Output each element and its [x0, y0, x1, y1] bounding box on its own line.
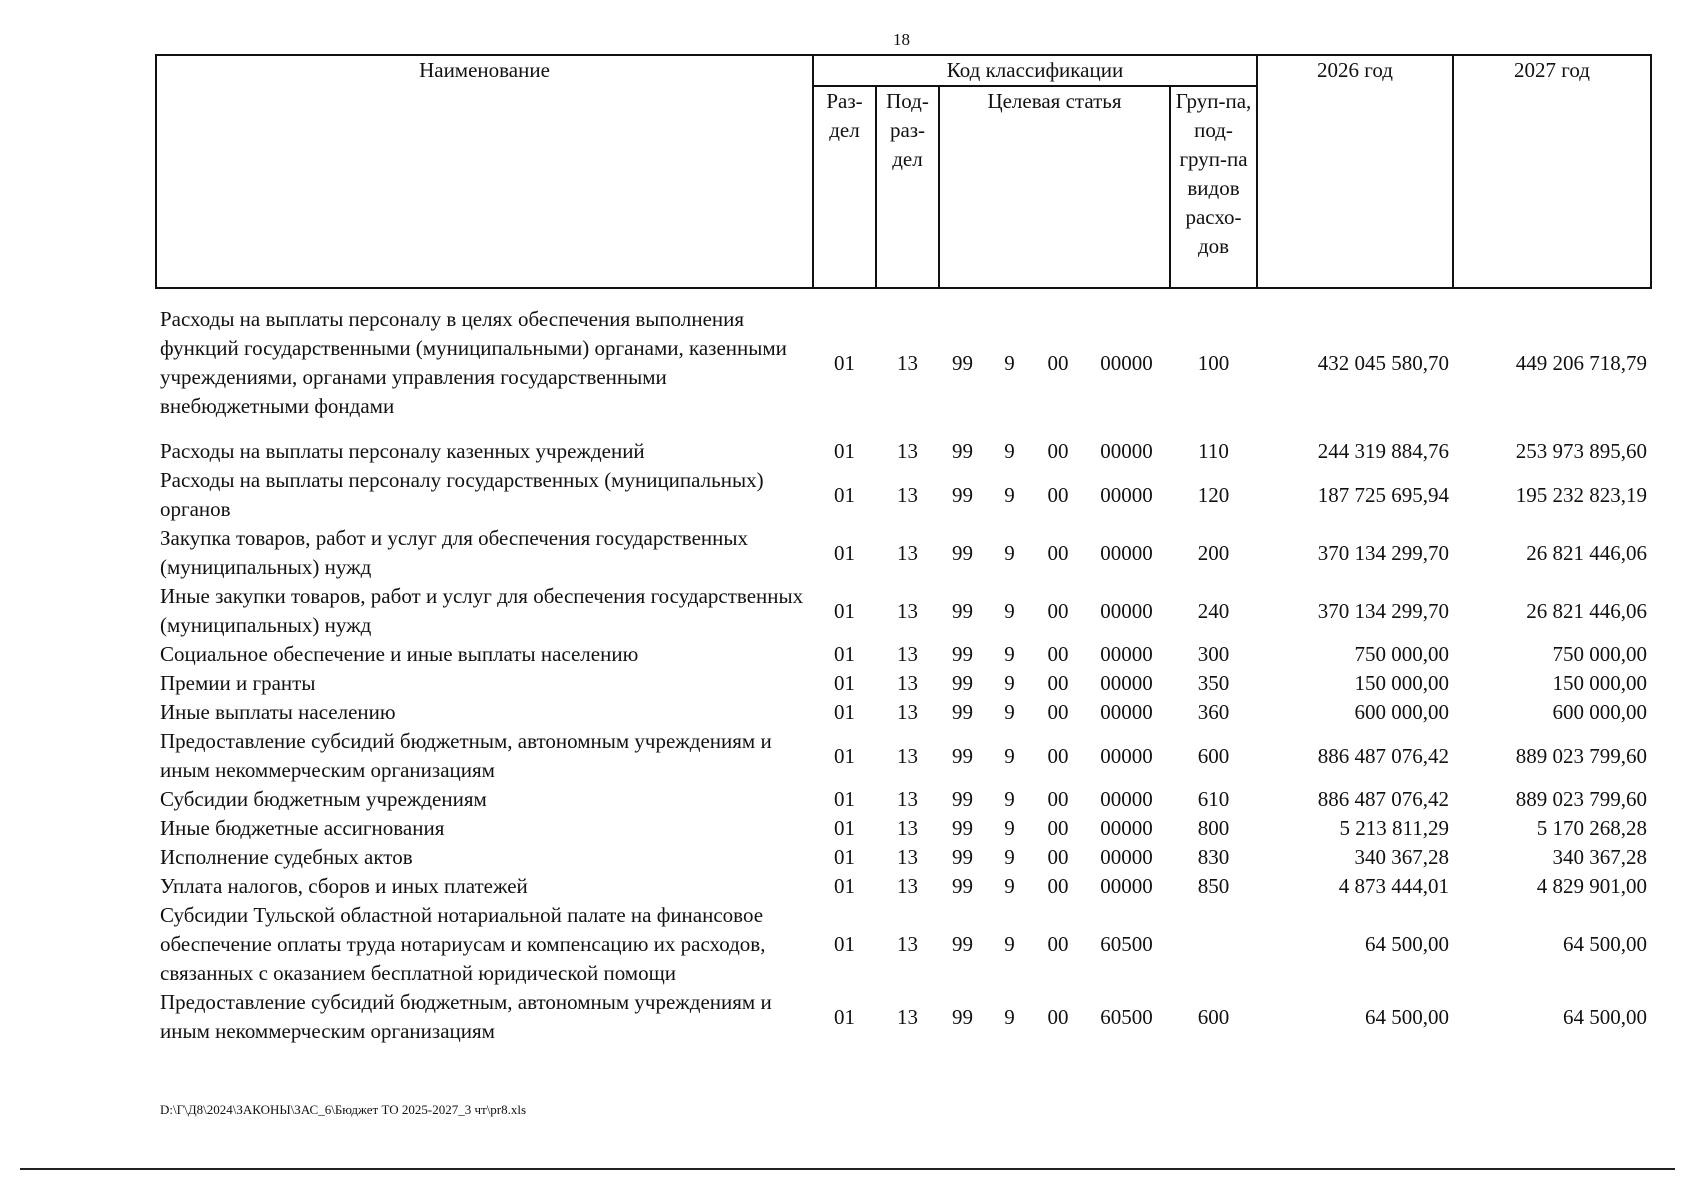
row-target-1: 99	[952, 743, 973, 768]
row-target-4: 00000	[1100, 787, 1153, 811]
row-amount-2026: 4 873 444,01	[1338, 874, 1450, 898]
row-vid: 100	[1197, 350, 1230, 375]
row-target-3: 00	[1047, 671, 1069, 695]
row-podrazdel: 13	[897, 540, 918, 565]
row-target-1: 99	[952, 439, 973, 463]
row-amount-2026: 5 213 811,29	[1339, 816, 1450, 840]
row-target-2: 9	[1004, 642, 1015, 666]
row-name: Закупка товаров, работ и услуг для обеспечения государственных (муниципальных) нужд	[160, 526, 749, 579]
row-podrazdel: 13	[897, 874, 918, 898]
row-target-3: 00	[1047, 700, 1069, 724]
row-name: Исполнение судебных актов	[160, 845, 413, 869]
header-target: Целевая статья	[939, 86, 1170, 288]
row-amount-2026: 64 500,00	[1365, 932, 1450, 956]
row-target-4: 00000	[1100, 743, 1153, 768]
header-name: Наименование	[156, 55, 813, 288]
row-amount-2026: 432 045 580,70	[1317, 350, 1450, 375]
row-name: Иные закупки товаров, работ и услуг для обеспечения государственных (муниципальных) нужд	[160, 584, 804, 637]
row-amount-2026: 750 000,00	[1354, 642, 1450, 666]
header-razdel: Раз-дел	[813, 86, 876, 288]
row-target-4: 00000	[1100, 350, 1153, 375]
header-code-group: Код классификации	[813, 55, 1257, 86]
row-podrazdel: 13	[897, 787, 918, 811]
row-razdel: 01	[834, 482, 855, 507]
row-target-2: 9	[1004, 540, 1015, 565]
table-row	[156, 727, 1651, 785]
row-razdel: 01	[834, 700, 855, 724]
row-target-3: 00	[1047, 743, 1069, 768]
row-target-1: 99	[952, 642, 973, 666]
row-target-2: 9	[1004, 874, 1015, 898]
row-name: Расходы на выплаты персоналу в целях обеспечения выполнения функций государственными (муниципальными) органами, казенными учреждениями, органами управления государственными внебюджетными фондами	[160, 307, 787, 418]
row-razdel: 01	[834, 932, 855, 956]
table-row	[156, 988, 1651, 1046]
row-razdel: 01	[834, 743, 855, 768]
row-amount-2026: 370 134 299,70	[1317, 540, 1450, 565]
row-podrazdel: 13	[897, 671, 918, 695]
row-target-1: 99	[952, 1004, 973, 1029]
row-target-1: 99	[952, 932, 973, 956]
row-target-2: 9	[1004, 598, 1015, 623]
row-name: Предоставление субсидий бюджетным, автономным учреждениям и иным некоммерческим организациям	[160, 990, 772, 1043]
row-podrazdel: 13	[897, 743, 918, 768]
row-amount-2027: 150 000,00	[1552, 671, 1648, 695]
row-razdel: 01	[834, 439, 855, 463]
table-row	[156, 669, 1651, 698]
row-target-3: 00	[1047, 540, 1069, 565]
table-row	[156, 524, 1651, 582]
row-amount-2026: 150 000,00	[1354, 671, 1450, 695]
row-podrazdel: 13	[897, 845, 918, 869]
row-podrazdel: 13	[897, 1004, 918, 1029]
table-row	[156, 814, 1651, 843]
row-amount-2027: 340 367,28	[1552, 845, 1648, 869]
row-amount-2026: 64 500,00	[1365, 1004, 1450, 1029]
row-vid: 600	[1197, 743, 1230, 768]
row-vid: 600	[1197, 1004, 1230, 1029]
table-row	[156, 582, 1651, 640]
header-podrazdel: Под-раз-дел	[876, 86, 939, 288]
row-razdel: 01	[834, 845, 855, 869]
row-target-4: 00000	[1100, 439, 1153, 463]
row-target-2: 9	[1004, 482, 1015, 507]
row-name: Расходы на выплаты персоналу казенных учреждений	[160, 439, 645, 463]
table-body	[156, 288, 1651, 1046]
row-podrazdel: 13	[897, 482, 918, 507]
page-number: 18	[893, 30, 910, 49]
row-target-1: 99	[952, 816, 973, 840]
row-vid: 120	[1197, 482, 1230, 507]
row-name: Субсидии бюджетным учреждениям	[160, 787, 487, 811]
table-row	[156, 698, 1651, 727]
row-target-2: 9	[1004, 439, 1015, 463]
row-razdel: 01	[834, 350, 855, 375]
row-vid: 610	[1197, 787, 1230, 811]
table-row	[156, 785, 1651, 814]
row-name: Премии и гранты	[160, 671, 316, 695]
row-vid: 200	[1197, 540, 1230, 565]
row-target-2: 9	[1004, 932, 1015, 956]
row-target-1: 99	[952, 540, 973, 565]
row-amount-2027: 26 821 446,06	[1526, 598, 1648, 623]
row-target-1: 99	[952, 787, 973, 811]
row-target-3: 00	[1047, 874, 1069, 898]
row-target-2: 9	[1004, 1004, 1015, 1029]
row-razdel: 01	[834, 671, 855, 695]
row-target-1: 99	[952, 350, 973, 375]
row-podrazdel: 13	[897, 439, 918, 463]
row-podrazdel: 13	[897, 816, 918, 840]
row-target-3: 00	[1047, 816, 1069, 840]
row-razdel: 01	[834, 540, 855, 565]
table-row	[156, 466, 1651, 524]
row-target-2: 9	[1004, 671, 1015, 695]
row-vid	[1170, 901, 1257, 988]
row-target-4: 00000	[1100, 540, 1153, 565]
header-year-2026: 2026 год	[1257, 55, 1453, 288]
row-vid: 300	[1197, 642, 1230, 666]
row-target-4: 00000	[1100, 598, 1153, 623]
row-name: Иные бюджетные ассигнования	[160, 816, 445, 840]
row-vid: 110	[1198, 439, 1229, 463]
row-target-4: 60500	[1100, 1004, 1153, 1029]
row-razdel: 01	[834, 642, 855, 666]
row-vid: 360	[1197, 700, 1230, 724]
table-row	[156, 437, 1651, 466]
row-razdel: 01	[834, 816, 855, 840]
row-target-3: 00	[1047, 1004, 1069, 1029]
row-target-4: 00000	[1100, 845, 1153, 869]
row-target-2: 9	[1004, 787, 1015, 811]
row-target-3: 00	[1047, 482, 1069, 507]
row-target-1: 99	[952, 598, 973, 623]
row-target-4: 00000	[1100, 642, 1153, 666]
table-row	[156, 901, 1651, 988]
row-target-3: 00	[1047, 932, 1069, 956]
row-target-1: 99	[952, 482, 973, 507]
row-target-1: 99	[952, 845, 973, 869]
row-amount-2027: 4 829 901,00	[1536, 874, 1648, 898]
row-target-3: 00	[1047, 787, 1069, 811]
row-razdel: 01	[834, 874, 855, 898]
row-target-3: 00	[1047, 598, 1069, 623]
row-target-4: 00000	[1100, 816, 1153, 840]
row-podrazdel: 13	[897, 598, 918, 623]
row-target-4: 00000	[1100, 700, 1153, 724]
row-target-1: 99	[952, 874, 973, 898]
row-target-3: 00	[1047, 642, 1069, 666]
row-vid: 240	[1197, 598, 1230, 623]
footer-divider	[20, 1168, 1675, 1170]
row-target-4: 00000	[1100, 874, 1153, 898]
row-amount-2027: 195 232 823,19	[1515, 482, 1648, 507]
row-name: Субсидии Тульской областной нотариальной палате на финансовое обеспечение оплаты труда нотариусам и компенсацию их расходов, связанных с оказанием бесплатной юридической помощи	[160, 903, 766, 985]
row-amount-2027: 5 170 268,28	[1536, 816, 1648, 840]
row-vid: 350	[1197, 671, 1230, 695]
row-amount-2026: 600 000,00	[1354, 700, 1450, 724]
footer-file-path: D:\Г\Д8\2024\ЗАКОНЫ\ЗАС_6\Бюджет ТО 2025-2027_3 чт\pr8.xls	[160, 1102, 527, 1117]
row-target-3: 00	[1047, 845, 1069, 869]
row-vid: 800	[1197, 816, 1230, 840]
header-year-2027: 2027 год	[1453, 55, 1651, 288]
row-target-1: 99	[952, 700, 973, 724]
row-razdel: 01	[834, 1004, 855, 1029]
row-podrazdel: 13	[897, 642, 918, 666]
row-vid: 850	[1197, 874, 1230, 898]
row-amount-2026: 187 725 695,94	[1317, 482, 1450, 507]
table-row	[156, 872, 1651, 901]
row-amount-2027: 889 023 799,60	[1515, 787, 1648, 811]
row-amount-2027: 750 000,00	[1552, 642, 1648, 666]
row-target-3: 00	[1047, 439, 1069, 463]
row-target-2: 9	[1004, 816, 1015, 840]
row-podrazdel: 13	[897, 932, 918, 956]
row-amount-2026: 886 487 076,42	[1317, 743, 1450, 768]
table-row	[156, 640, 1651, 669]
row-target-3: 00	[1047, 350, 1069, 375]
row-name: Уплата налогов, сборов и иных платежей	[160, 874, 528, 898]
row-name: Расходы на выплаты персоналу государственных (муниципальных) органов	[160, 468, 764, 521]
row-podrazdel: 13	[897, 700, 918, 724]
row-amount-2027: 449 206 718,79	[1515, 350, 1648, 375]
row-podrazdel: 13	[897, 350, 918, 375]
row-amount-2026: 370 134 299,70	[1317, 598, 1450, 623]
row-target-2: 9	[1004, 700, 1015, 724]
row-target-4: 00000	[1100, 482, 1153, 507]
row-vid: 830	[1197, 845, 1230, 869]
row-target-2: 9	[1004, 845, 1015, 869]
row-name: Социальное обеспечение и иные выплаты населению	[160, 642, 639, 666]
row-amount-2027: 64 500,00	[1563, 1004, 1648, 1029]
row-target-4: 00000	[1100, 671, 1153, 695]
row-name: Иные выплаты населению	[160, 700, 396, 724]
row-amount-2026: 244 319 884,76	[1317, 439, 1450, 463]
row-razdel: 01	[834, 787, 855, 811]
row-amount-2027: 64 500,00	[1563, 932, 1648, 956]
row-razdel: 01	[834, 598, 855, 623]
table-row	[156, 305, 1651, 421]
table-header	[156, 55, 1651, 288]
row-amount-2026: 340 367,28	[1354, 845, 1450, 869]
row-target-4: 60500	[1100, 932, 1153, 956]
table-row	[156, 843, 1651, 872]
row-amount-2027: 600 000,00	[1552, 700, 1648, 724]
row-amount-2026: 886 487 076,42	[1317, 787, 1450, 811]
row-name: Предоставление субсидий бюджетным, автономным учреждениям и иным некоммерческим организациям	[160, 729, 772, 782]
row-amount-2027: 26 821 446,06	[1526, 540, 1648, 565]
row-target-2: 9	[1004, 350, 1015, 375]
budget-table	[155, 54, 1652, 1046]
row-target-2: 9	[1004, 743, 1015, 768]
header-vid: Груп-па, под-груп-па видов расхо-дов	[1170, 86, 1257, 288]
row-amount-2027: 889 023 799,60	[1515, 743, 1648, 768]
row-target-1: 99	[952, 671, 973, 695]
row-amount-2027: 253 973 895,60	[1515, 439, 1648, 463]
